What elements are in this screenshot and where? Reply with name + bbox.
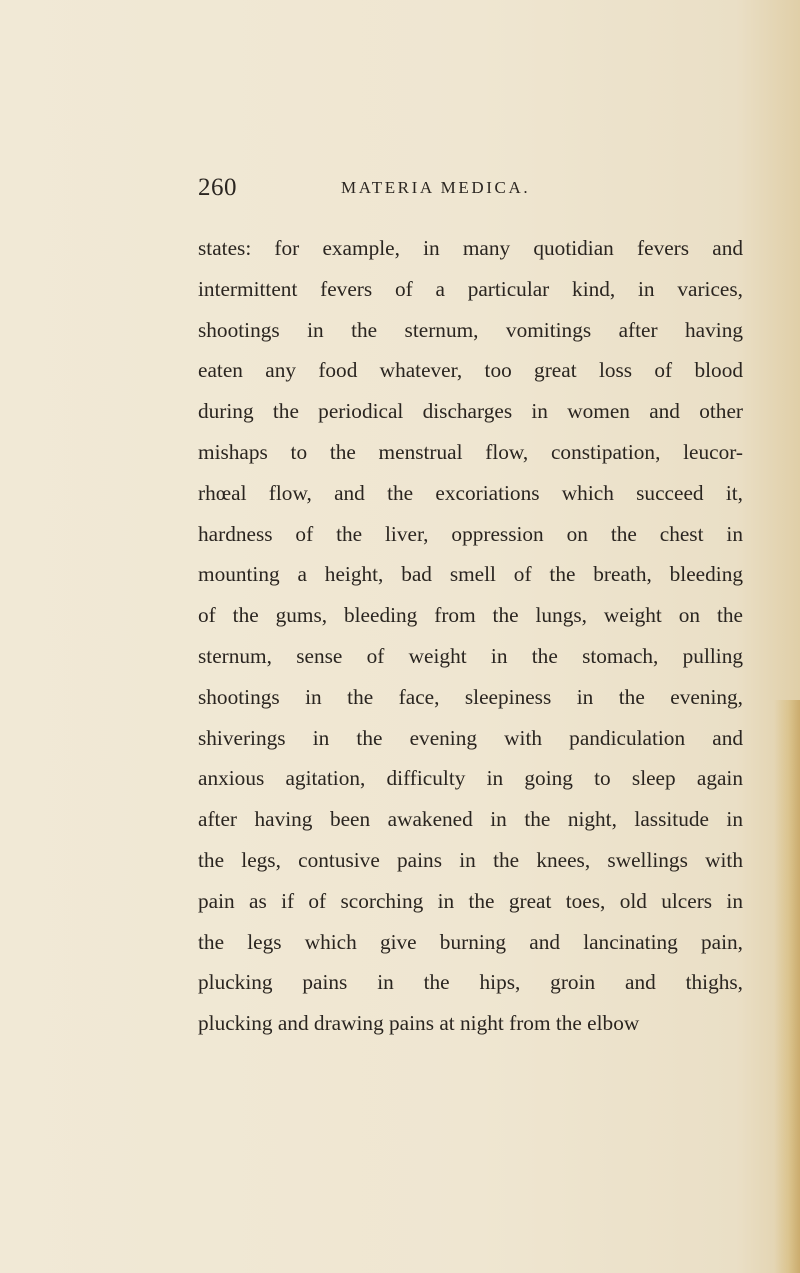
text-line: plucking and drawing pains at night from the elbow — [198, 1011, 640, 1036]
text-line: states: for example, in many quotidian fevers and — [198, 236, 743, 260]
text-line: sternum, sense of weight in the stomach, pulling — [198, 643, 743, 668]
text-line: during the periodical discharges in women and other — [198, 399, 743, 424]
text-line: shootings in the face, sleepiness in the evening, — [198, 684, 743, 709]
page-edge-stain — [774, 700, 800, 1273]
text-line: anxious agitation, difficulty in going to sleep again — [198, 766, 743, 791]
text-line: intermittent fevers of a particular kind, in varices, — [198, 276, 743, 301]
running-head — [198, 174, 668, 208]
text-line: mounting a height, bad smell of the breath, bleeding — [198, 562, 743, 587]
text-line: hardness of the liver, oppression on the chest in — [198, 521, 743, 546]
text-line: rhœal flow, and the excoriations which succeed it, — [198, 480, 743, 505]
text-line: eaten any food whatever, too great loss of blood — [198, 358, 743, 383]
body-text — [198, 228, 743, 1044]
running-title: MATERIA MEDICA. — [341, 178, 531, 197]
text-line: shootings in the sternum, vomitings after having — [198, 317, 743, 342]
page-number: 260 — [198, 174, 237, 201]
text-line: pain as if of scorching in the great toes, old ulcers in — [198, 888, 743, 913]
text-line: mishaps to the menstrual flow, constipation, leucor- — [198, 439, 743, 464]
text-line: of the gums, bleeding from the lungs, weight on the — [198, 603, 743, 628]
text-line: the legs which give burning and lancinating pain, — [198, 929, 743, 954]
text-line: after having been awakened in the night, lassitude in — [198, 807, 743, 832]
text-line: the legs, contusive pains in the knees, swellings with — [198, 847, 743, 872]
text-line: plucking pains in the hips, groin and thighs, — [198, 970, 743, 995]
text-line: shiverings in the evening with pandiculation and — [198, 725, 743, 750]
